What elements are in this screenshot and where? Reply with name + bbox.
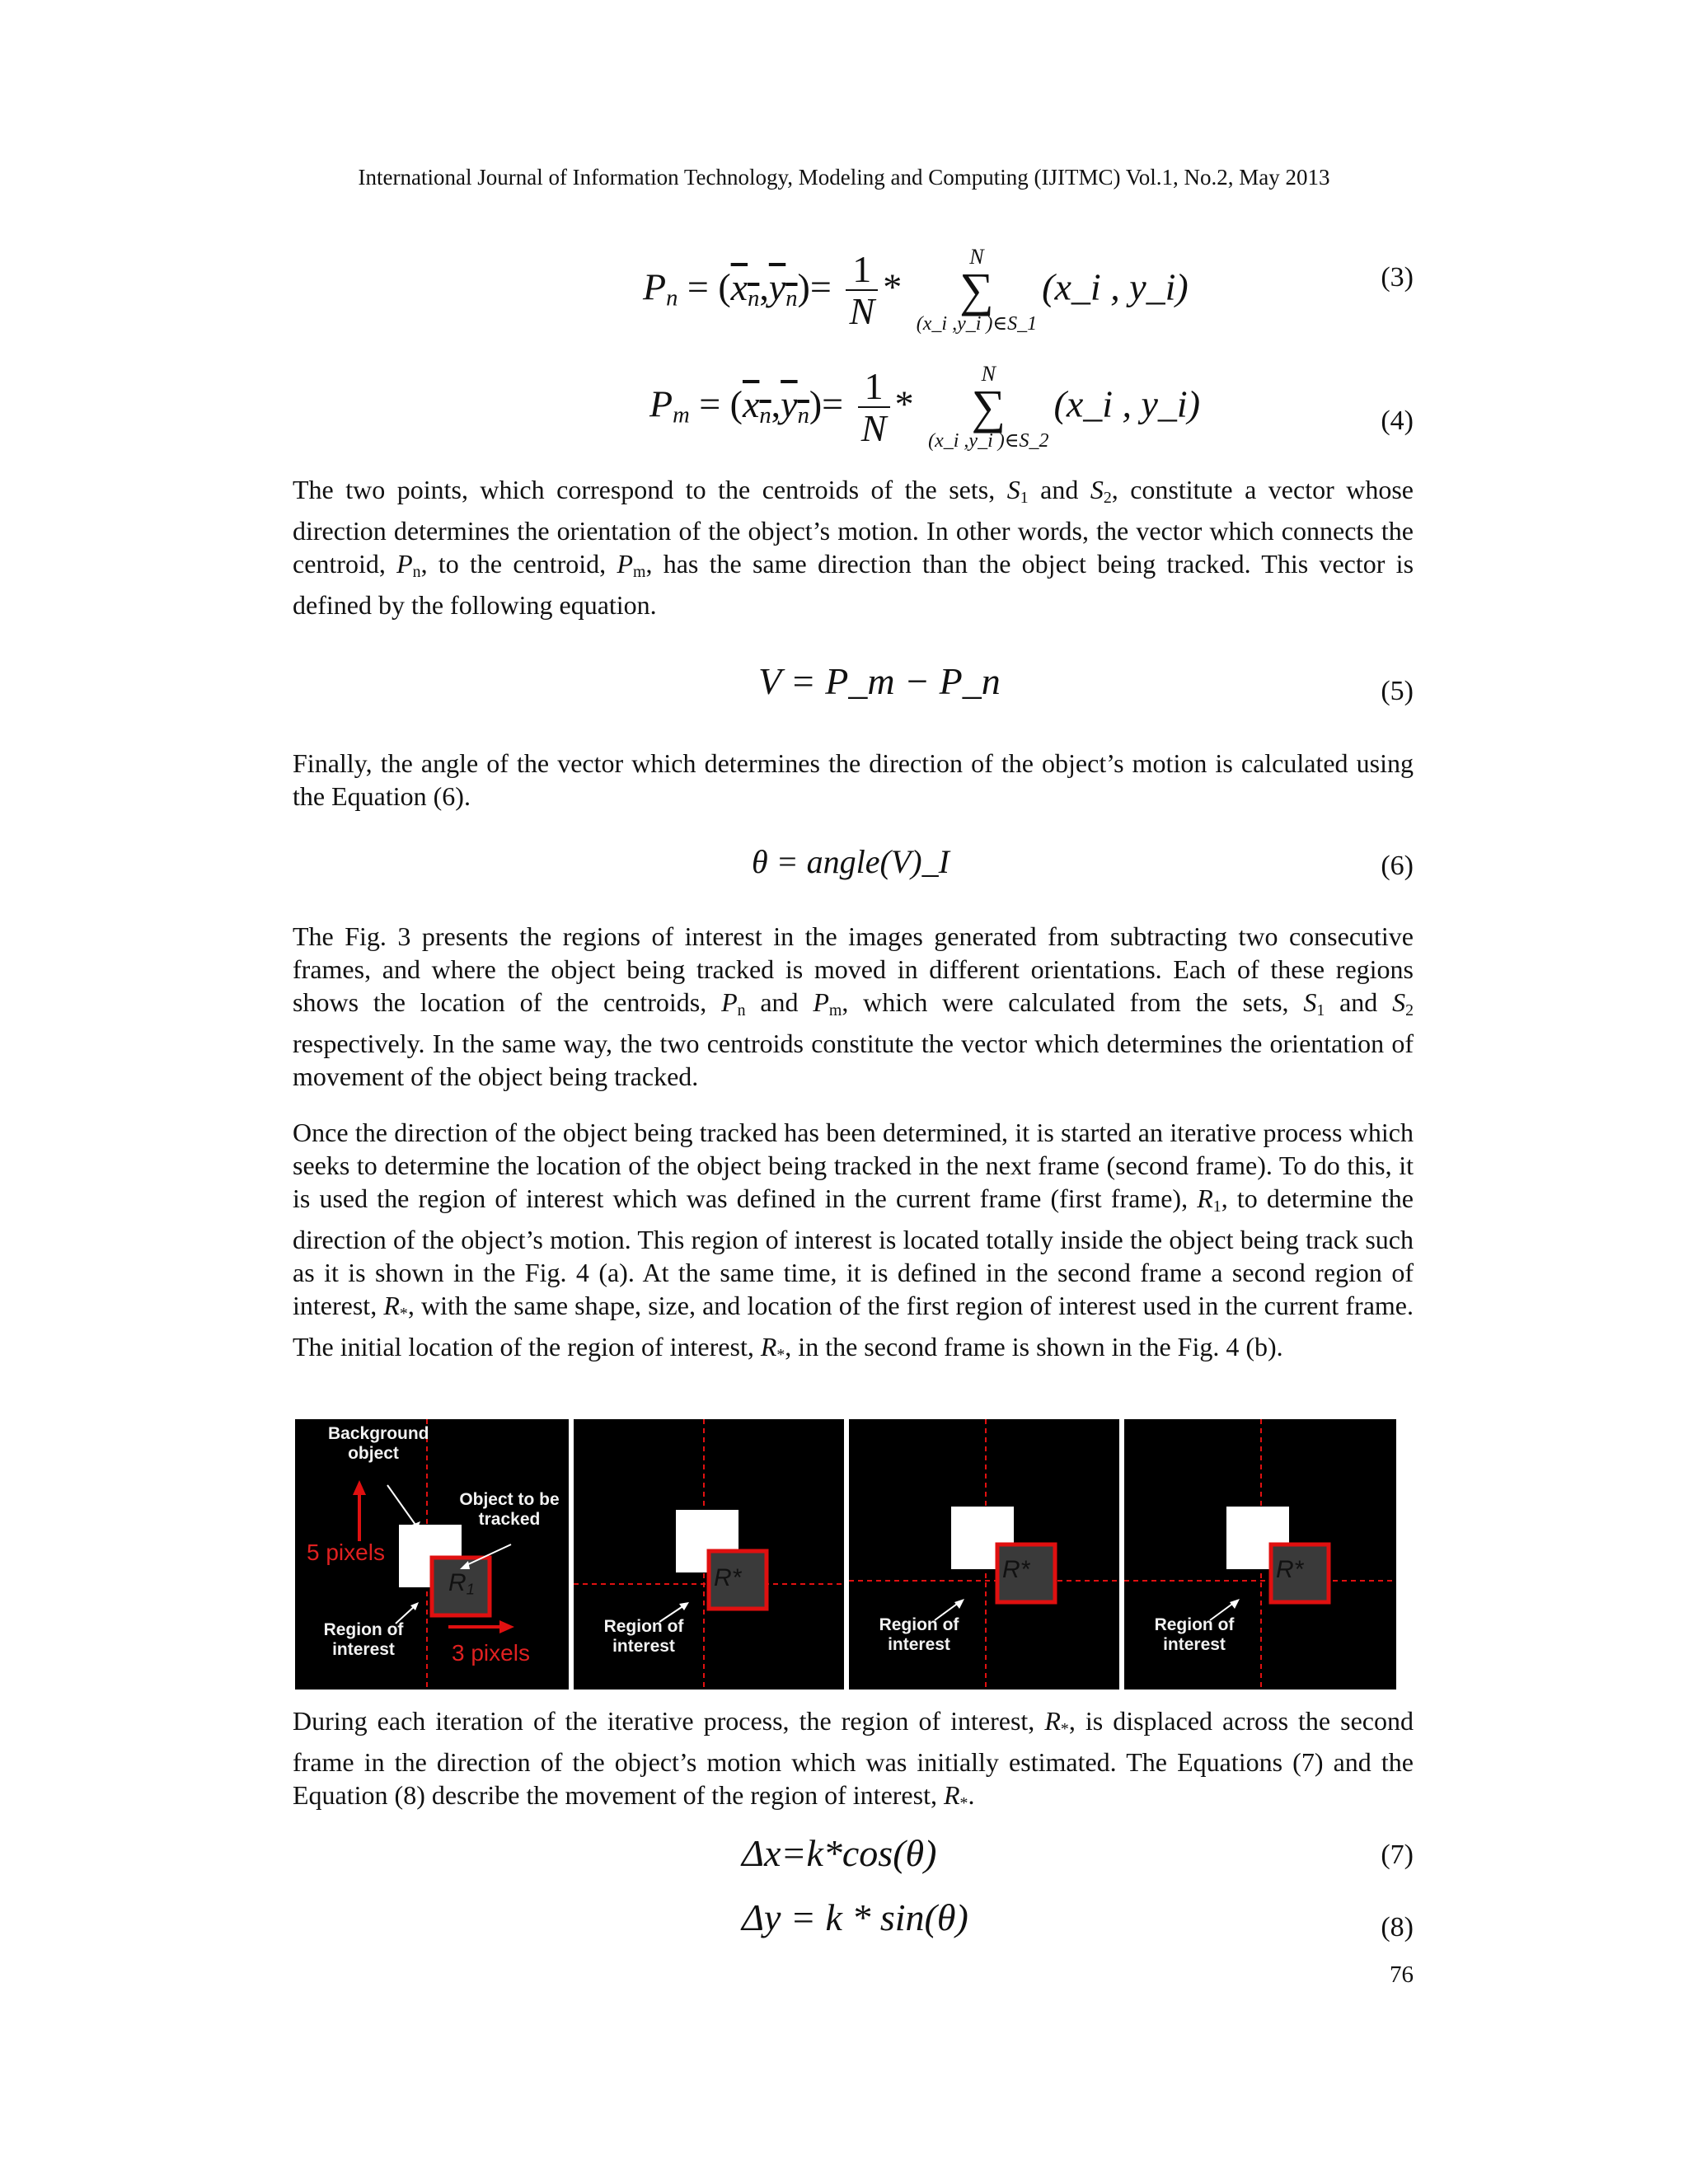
equation-7: Δx=k*cos(θ) [742, 1832, 937, 1874]
figure-panel-c [849, 1419, 1119, 1690]
vertical-arrowhead-icon [353, 1480, 366, 1495]
equation-4: $P_m = (x_n,y_n)=$ $\frac{1}{N}$ * N ∑ (x_i ,y_i )∈S_2 (x_i , y_i) [649, 362, 1201, 452]
equation-7-number: (7) [1381, 1840, 1414, 1870]
roi-rstar-label: R* [714, 1564, 742, 1591]
vertical-shift-label: 5 pixels [307, 1540, 385, 1565]
paragraph-centroid-vector: The two points, which correspond to the centroids of the sets, $S_1$ and $S_2$, constitute a vector whose direction determines the orientation of the object’s motion. In other words, the vector which connects the centroid, $P_n$, to the centroid, $P_m$, has the same direction than the object being tracked. This vector is defined by the following equation. [293, 475, 1414, 620]
region-pointer-icon [954, 1599, 964, 1609]
paragraph-iterative-process: Once the direction of the object being tracked has been determined, it is started an iterative process which seeks to determine the location of the object being tracked in the next frame (second frame). To do this, it is used the region of interest which was defined in the current frame (first frame), $R_1$, to determine the direction of the object’s motion. This region of interest is located totally inside the object being track such as it is shown in the Fig. 4 (a). At the same time, it is defined in the second frame a second region of interest, $R_*$, with the same shape, size, and location of the first region of interest used in the current frame. The initial location of the region of interest, $R_*$, in the second frame is shown in the Fig. 4 (b). [293, 1118, 1414, 1364]
equation-5: V = P_m − P_n [758, 660, 1001, 702]
paragraph-angle: Finally, the angle of the vector which determines the direction of the object’s motion is calculated using the Equation (6). [293, 748, 1414, 811]
paragraph-fig3: The Fig. 3 presents the regions of interest in the images generated from subtracting two consecutive frames, and where the object being tracked is moved in different orientations. Each of these regions shows the location of the centroids, $P_n$ and $P_m$, which were calculated from the sets, $S_1$ and $S_2$ respectively. In the same way, the two centroids constitute the vector which determines the orientation of movement of the object being tracked. [293, 921, 1414, 1091]
roi-r1-label: $R_1$ [448, 1569, 476, 1598]
equation-4-number: (4) [1381, 405, 1414, 436]
region-of-interest-label: Region of interest [323, 1620, 404, 1659]
equation-8-number: (8) [1381, 1912, 1414, 1943]
horizontal-arrowhead-icon [499, 1620, 514, 1633]
equation-3: $P_n = (x_n,y_n)=$ $\frac{1}{N}$ * N ∑ (x_i ,y_i )∈S_1 (x_i , y_i) [643, 245, 1189, 335]
region-of-interest-label: Region of interest [603, 1617, 684, 1656]
running-header: International Journal of Information Technology, Modeling and Computing (IJITMC) Vol.1, No.2, May 2013 [358, 165, 1330, 190]
roi-rstar-label: R* [1276, 1556, 1304, 1583]
region-of-interest-label: Region of interest [879, 1615, 959, 1654]
background-object-label: Background object [328, 1424, 429, 1463]
roi-rstar-label: R* [1002, 1556, 1030, 1583]
figure-panel-b [574, 1419, 844, 1690]
equation-5-number: (5) [1381, 676, 1414, 706]
page-number: 76 [1390, 1961, 1414, 1988]
background-pointer-line [387, 1485, 415, 1525]
figure-panel-a [295, 1419, 569, 1690]
equation-6: θ = angle(V)_I [752, 843, 950, 880]
object-to-be-tracked-label: Object to be tracked [459, 1490, 560, 1529]
paragraph-displacement: During each iteration of the iterative process, the region of interest, $R_*$, is displaced across the second frame in the direction of the object’s motion which was initially estimated. The Equations (7) and the Equation (8) describe the movement of the region of interest, $R_*$. [293, 1706, 1414, 1812]
horizontal-shift-label: 3 pixels [452, 1640, 530, 1666]
equation-6-number: (6) [1381, 851, 1414, 881]
equation-8: Δy = k * sin(θ) [742, 1896, 968, 1938]
region-pointer-icon [1230, 1599, 1240, 1609]
region-pointer-icon [679, 1602, 689, 1610]
equation-3-number: (3) [1381, 262, 1414, 293]
figure-panel-d [1124, 1419, 1396, 1690]
region-of-interest-label: Region of interest [1154, 1615, 1235, 1654]
